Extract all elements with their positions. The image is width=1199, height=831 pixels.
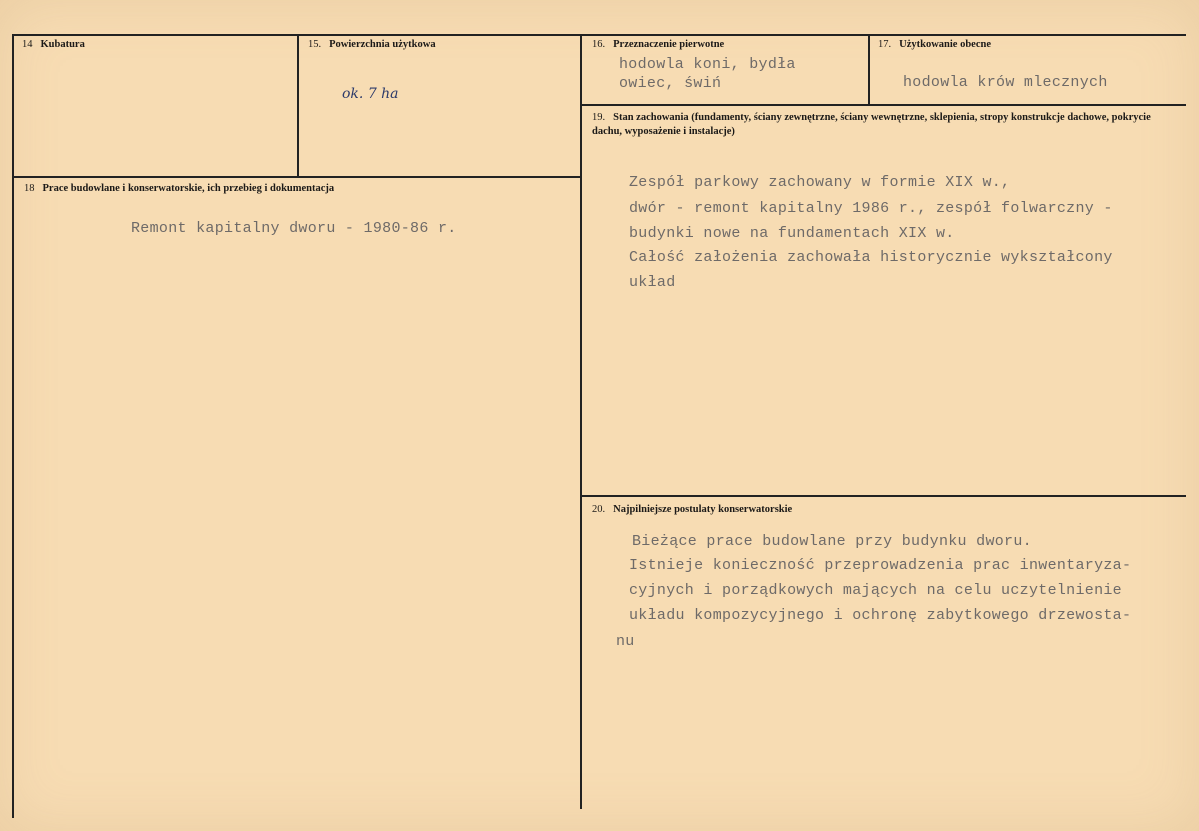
field-14-number: 14 bbox=[22, 39, 33, 50]
field-20-line-3: cyjnych i porządkowych mających na celu uczytelnienie bbox=[629, 582, 1122, 599]
field-19-label bbox=[592, 111, 1157, 139]
field-20-number: 20. bbox=[592, 504, 606, 515]
field-15-number: 15. bbox=[308, 39, 322, 50]
field-19-line-1: Zespół parkowy zachowany w formie XIX w., bbox=[629, 174, 1011, 191]
field-18-value: Remont kapitalny dworu - 1980-86 r. bbox=[131, 220, 457, 237]
field-16-label bbox=[592, 38, 724, 52]
field-20-title: Najpilniejsze postulaty konserwatorskie bbox=[613, 504, 793, 515]
top-border bbox=[12, 34, 1186, 36]
center-divider bbox=[580, 34, 582, 809]
field-16-number: 16. bbox=[592, 39, 606, 50]
field-15-label bbox=[308, 38, 436, 52]
field-17-number: 17. bbox=[878, 39, 892, 50]
divider-14-15 bbox=[297, 34, 299, 177]
field-15-title: Powierzchnia użytkowa bbox=[329, 39, 436, 50]
divider-16-17 bbox=[868, 34, 870, 104]
field-18-title: Prace budowlane i konserwatorskie, ich przebieg i dokumentacja bbox=[42, 183, 335, 194]
field-16-line-1: hodowla koni, bydła bbox=[619, 56, 796, 73]
field-17-title: Użytkowanie obecne bbox=[899, 39, 991, 50]
field-14-label bbox=[22, 38, 85, 52]
field-19-line-5: układ bbox=[629, 274, 676, 291]
field-19-number: 19. bbox=[592, 112, 606, 123]
field-19-line-2: dwór - remont kapitalny 1986 r., zespół folwarczny - bbox=[629, 200, 1113, 217]
divider-under-14-15 bbox=[12, 176, 582, 178]
field-19-line-4: Całość założenia zachowała historycznie wykształcony bbox=[629, 249, 1113, 266]
field-18-number: 18 bbox=[24, 183, 35, 194]
field-17-label bbox=[878, 38, 991, 52]
field-16-line-2: owiec, świń bbox=[619, 75, 722, 92]
field-20-line-1: Bieżące prace budowlane przy budynku dworu. bbox=[632, 533, 1032, 550]
field-20-line-5: nu bbox=[616, 633, 635, 650]
field-19-line-3: budynki nowe na fundamentach XIX w. bbox=[629, 225, 955, 242]
field-17-value: hodowla krów mlecznych bbox=[903, 74, 1108, 91]
field-15-handwritten-value: ok. 7 ha bbox=[342, 86, 399, 102]
field-18-label bbox=[24, 182, 334, 196]
divider-under-16-17 bbox=[580, 104, 1186, 106]
field-16-title: Przeznaczenie pierwotne bbox=[613, 39, 725, 50]
field-19-title: Stan zachowania (fundamenty, ściany zewnętrzne, ściany wewnętrzne, sklepienia, stropy konstrukcje dachowe, pokrycie dachu, wyposażenie i instalacje) bbox=[592, 112, 1151, 137]
field-20-line-2: Istnieje konieczność przeprowadzenia prac inwentaryza- bbox=[629, 557, 1132, 574]
left-border bbox=[12, 34, 14, 818]
divider-above-20 bbox=[580, 495, 1186, 497]
field-20-label bbox=[592, 503, 792, 517]
field-14-title: Kubatura bbox=[40, 39, 85, 50]
field-20-line-4: układu kompozycyjnego i ochronę zabytkowego drzewosta- bbox=[629, 607, 1132, 624]
